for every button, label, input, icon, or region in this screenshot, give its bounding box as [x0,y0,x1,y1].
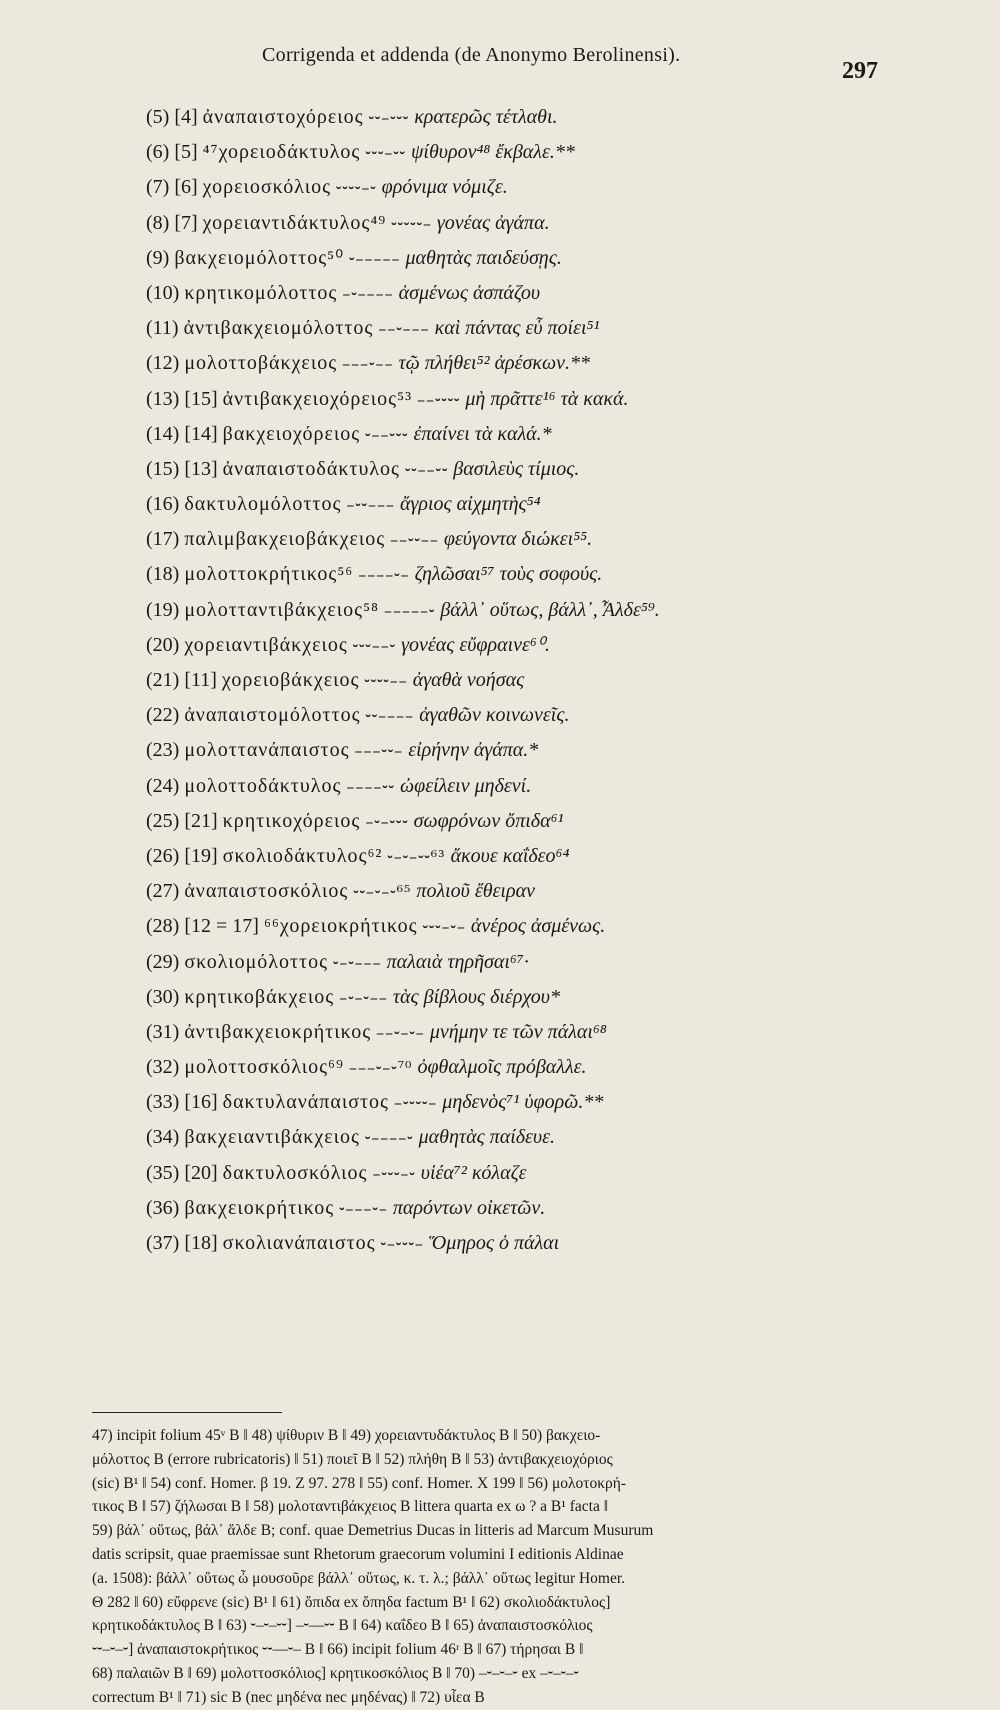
foot-name: χορειαντιδάκτυλος⁴⁹ [202,211,387,234]
entry-number: (29) [146,950,180,973]
footnote-line: 47) incipit folium 45ᵛ B ‖ 48) ψίθυριν B ‖ 49) χορειαντυδάκτυλος B ‖ 50) βακχειο- [92,1427,601,1444]
foot-name: σκολιοδάκτυλος⁶² [222,844,383,867]
footnote-line: κρητικοδάκτυλος B ‖ 63) ⏑–⏑–⏑⏑] –⏑––⏑⏑ B ‖ 64) καΐδεο B ‖ 65) ἀναπαιστοσκόλιος [92,1617,593,1635]
meter-scheme: ⏑⏑⏑–⏑– [422,917,466,937]
foot-name: μολοτταντιβάκχειος⁵⁸ [184,598,380,621]
example-verse: βασιλεὺς τίμιος. [453,457,580,480]
footnote-line: ⏑⏑–⏑–⏑] ἀναπαιστοκρήτικος ⏑⏑––⏑– B ‖ 66) incipit folium 46ʳ B ‖ 67) τήρησαι B ‖ [92,1641,584,1659]
entry-number: (8) [146,211,170,234]
entry-alt-number: [14] [184,422,218,445]
entry-number: (19) [146,598,180,621]
foot-name: σκολιανάπαιστος [222,1232,376,1254]
example-verse: τὰς βίβλους διέρχου* [392,985,560,1008]
meter-entry [146,382,906,417]
meter-scheme: –⏑⏑⏑–⏑ [372,1163,416,1183]
entry-number: (17) [146,528,180,551]
meter-entry [146,804,906,839]
foot-name: δακτυλομόλοττος [184,493,342,516]
meter-scheme: ⏑––––– [349,248,401,268]
entry-number: (34) [146,1126,180,1149]
meter-entry [146,628,906,663]
entry-number: (6) [146,141,170,164]
foot-name: ἀναπαιστοσκόλιος [184,880,349,903]
example-verse: μαθητὰς παίδευε. [418,1126,555,1149]
meter-entry [146,276,906,311]
meter-scheme: ⏑⏑⏑⏑–– [364,671,408,690]
entry-alt-number: [11] [184,669,217,691]
foot-name: ἀναπαιστομόλοττος [184,704,361,727]
entry-number: (30) [146,985,180,1008]
entry-number: (31) [146,1020,180,1043]
example-verse: φεύγοντα διώκει⁵⁵. [443,528,593,551]
meter-scheme: ⏑⏑⏑––⏑ [352,635,397,655]
foot-name: βακχειοκρήτικος [184,1196,335,1219]
footnote-line: τικος B ‖ 57) ζήλωσαι B ‖ 58) μολοταντιβάκχειος B littera quarta ex ω ? a B¹ facta ‖ [92,1498,609,1516]
example-verse: μαθητὰς παιδεύσῃς. [405,246,562,269]
entry-number: (26) [146,844,180,867]
meter-entry [146,698,906,733]
example-verse: κρατερῶς τέτλαθι. [414,106,558,128]
entry-alt-number: [16] [184,1091,218,1114]
meter-entry [146,522,906,557]
entry-number: (5) [146,106,170,128]
meter-scheme: –––⏑–– [342,354,394,374]
entry-number: (9) [146,246,170,269]
footnote-line: μόλοττος B (errore rubricatoris) ‖ 51) ποιεῖ B ‖ 52) πλήθη B ‖ 53) ἀντιβακχειοχόριος [92,1450,613,1468]
meter-entry [146,874,906,909]
foot-name: βακχειοχόρειος [222,422,361,445]
entry-alt-number: [21] [184,809,218,832]
meter-entry [146,311,906,346]
meter-entry [146,1085,906,1120]
running-title: Corrigenda et addenda (de Anonymo Berolinensi). [262,44,681,66]
example-verse: μὴ πρᾶττε¹⁶ τὰ κακά. [465,387,629,410]
footnote-line: 68) παλαιῶν B ‖ 69) μολοττοσκόλιος] κρητικοσκόλιος B ‖ 70) –⏑–⏑–⏑ ex –⏑–⏑–⏑ [92,1664,579,1682]
footnote-line: (a. 1508): βάλλ᾿ οὕτως ὦ μουσοῦρε βάλλ᾿ οὕτως, κ. τ. λ.; βάλλ᾿ οὕτως legitur Homer. [92,1569,626,1587]
example-verse: γονέας ἀγάπα. [436,211,550,234]
meter-entry [146,1226,906,1261]
meter-scheme: ––––⏑⏑ [346,776,396,796]
entry-number: (37) [146,1232,180,1254]
entry-alt-number: [19] [184,844,218,867]
footnote-line: 59) βάλ᾿ οὕτως, βάλ᾿ ἄλδε B; conf. quae Demetrius Ducas in litteris ad Marcum Musurum [92,1522,654,1540]
meter-entry [146,100,906,135]
entry-number: (7) [146,176,170,199]
example-verse: τῷ πλήθει⁵² ἀρέσκων.** [398,352,591,375]
foot-name: σκολιομόλοττος [184,950,328,973]
meter-entry-list [146,100,906,1261]
meter-scheme: ––⏑⏑⏑⏑ [417,389,461,409]
foot-name: βακχειαντιβάκχειος [184,1126,360,1149]
foot-name: μολοττανάπαιστος [184,739,350,762]
foot-name: παλιμβακχειοβάκχειος [184,528,386,551]
example-verse: ἀνέρος ἀσμένως. [470,915,606,938]
example-verse: ψίθυρον⁴⁸ ἔκβαλε.** [410,141,575,164]
entry-number: (11) [146,317,179,340]
entry-alt-number: [12 = 17] [184,915,259,938]
example-verse: Ὅμηρος ὁ πάλαι [428,1232,560,1254]
meter-scheme: ⏑⏑–⏑⏑⏑ [368,108,410,127]
foot-name: μολοττοδάκτυλος [184,774,342,797]
meter-scheme: –⏑–⏑⏑⏑ [365,811,409,831]
foot-name: δακτυλοσκόλιος [222,1161,368,1184]
entry-number: (18) [146,563,180,586]
footnote-line: datis scripsit, quae praemissae sunt Rhetorum graecorum volumini I editionis Aldinae [92,1545,624,1563]
example-verse: πολιοῦ ἔθειραν [416,880,535,903]
meter-entry [146,487,906,522]
entry-alt-number: [13] [184,457,218,480]
entry-number: (16) [146,493,180,516]
meter-entry [146,593,906,628]
entry-alt-number: [15] [184,387,218,410]
meter-scheme: –––––⏑ [384,600,436,620]
example-verse: βάλλ᾿ οὕτως, βάλλ᾿, Ἆλδε⁵⁹. [440,598,660,621]
foot-name: μολοττοβάκχειος [184,352,338,375]
entry-number: (36) [146,1196,180,1219]
entry-number: (35) [146,1161,180,1184]
page-header [0,36,1000,86]
meter-entry [146,170,906,205]
entry-number: (32) [146,1056,180,1079]
footnotes [92,1424,892,1710]
entry-number: (20) [146,633,180,656]
meter-entry [146,557,906,592]
entry-number: (23) [146,739,180,762]
meter-entry [146,839,906,874]
entry-alt-number: [7] [174,211,198,234]
example-verse: ἐπαίνει τὰ καλά.* [413,422,552,445]
entry-number: (33) [146,1091,180,1114]
foot-name: χορειαντιβάκχειος [184,633,348,656]
meter-entry [146,1015,906,1050]
meter-entry [146,1050,906,1085]
meter-scheme: ⏑⏑⏑–⏑⏑ [365,143,406,163]
entry-number: (25) [146,809,180,832]
footnote-rule [92,1412,282,1413]
meter-scheme: ⏑⏑⏑⏑⏑– [391,213,432,233]
meter-entry [146,1156,906,1191]
foot-name: ἀναπαιστοχόρειος [202,106,364,128]
foot-name: βακχειομόλοττος⁵⁰ [174,246,345,269]
meter-scheme: ⏑⏑⏑⏑–⏑ [336,178,377,198]
foot-name: ⁴⁷χορειοδάκτυλος [202,141,361,164]
meter-scheme: ⏑–––⏑– [339,1198,388,1218]
entry-number: (15) [146,457,180,480]
entry-number: (10) [146,281,180,304]
example-verse: ζηλῶσαι⁵⁷ τοὺς σοφούς. [414,563,603,586]
foot-name: ἀντιβακχειομόλοττος [183,317,374,340]
foot-name: ⁶⁶χορειοκρήτικος [263,915,418,938]
meter-scheme: ⏑⏑–––– [365,706,415,726]
meter-scheme: –⏑⏑⏑⏑– [393,1093,438,1113]
meter-scheme: ⏑–⏑––– [333,952,382,972]
entry-alt-number: [5] [174,141,198,164]
example-verse: καὶ πάντας εὖ ποίει⁵¹ [434,317,600,340]
foot-name: χορειοβάκχειος [221,669,360,691]
meter-scheme: ⏑––––⏑ [364,1128,414,1148]
example-verse: υἱέα⁷² κόλαζε [420,1161,527,1184]
entry-number: (27) [146,880,180,903]
meter-entry [146,417,906,452]
meter-scheme: ⏑⏑–⏑–⏑⁶⁵ [353,882,412,902]
entry-number: (14) [146,422,180,445]
meter-scheme: ⏑––⏑⏑⏑ [365,424,409,444]
example-verse: ἄγριος αἰχμητὴς⁵⁴ [400,493,541,516]
example-verse: εἰρήνην ἀγάπα.* [408,739,539,762]
footnote-line: (sic) B¹ ‖ 54) conf. Homer. β 19. Z 97. 278 ‖ 55) conf. Homer. X 199 ‖ 56) μολοτοκρή- [92,1474,627,1492]
example-verse: μνήμην τε τῶν πάλαι⁶⁸ [429,1020,607,1043]
page-number: 297 [842,58,878,84]
meter-scheme: –⏑⏑––– [346,495,396,515]
meter-scheme: ––⏑⏑–– [390,530,439,550]
meter-entry [146,346,906,381]
foot-name: ἀναπαιστοδάκτυλος [222,457,400,480]
meter-entry [146,1120,906,1155]
meter-scheme: ⏑⏑––⏑⏑ [404,459,449,479]
foot-name: κρητικοχόρειος [222,809,361,832]
foot-name: μολοττοκρήτικος⁵⁶ [184,563,354,586]
foot-name: κρητικομόλοττος [184,281,338,304]
foot-name: ἀντιβακχειοχόρειος⁵³ [222,387,413,410]
meter-scheme: –⏑–⏑–– [339,987,388,1007]
meter-scheme: ⏑–⏑⏑⏑– [380,1234,424,1253]
footnote-line: correctum B¹ ‖ 71) sic B (nec μηδένα nec μηδένας) ‖ 72) υἷεα B [92,1688,485,1706]
example-verse: ἄκουε καΐδεο⁶⁴ [450,844,570,867]
example-verse: φρόνιμα νόμιζε. [381,176,508,199]
example-verse: παλαιὰ τηρῆσαι⁶⁷· [386,950,529,973]
meter-scheme: ⏑–⏑–⏑⏑⁶³ [387,846,446,866]
example-verse: ἀσμένως ἀσπάζου [398,281,541,304]
foot-name: κρητικοβάκχειος [184,985,335,1008]
example-verse: παρόντων οἰκετῶν. [392,1196,546,1219]
foot-name: μολοττοσκόλιος⁶⁹ [184,1056,344,1079]
entry-alt-number: [20] [184,1161,218,1184]
foot-name: χορειοσκόλιος [202,176,332,199]
example-verse: γονέας εὔφραινε⁶⁰. [401,633,550,656]
example-verse: μηδενὸς⁷¹ ὑφορῶ.** [442,1091,604,1114]
entry-number: (22) [146,704,180,727]
entry-alt-number: [4] [174,106,198,128]
example-verse: ὠφείλειν μηδενί. [400,774,532,797]
meter-entry [146,769,906,804]
entry-alt-number: [18] [184,1232,218,1254]
meter-entry [146,1191,906,1226]
meter-entry [146,135,906,170]
meter-entry [146,206,906,241]
example-verse: σωφρόνων ὄπιδα⁶¹ [413,809,564,832]
entry-number: (12) [146,352,180,375]
entry-alt-number: [6] [174,176,198,199]
entry-number: (24) [146,774,180,797]
meter-entry [146,663,906,698]
meter-scheme: –––⏑–⏑⁷⁰ [348,1058,413,1078]
example-verse: ὀφθαλμοῖς πρόβαλλε. [417,1056,587,1079]
meter-entry [146,241,906,276]
meter-scheme: ––⏑––– [378,319,430,339]
meter-scheme: ––––⏑– [358,565,410,585]
example-verse: ἀγαθῶν κοινωνεῖς. [419,704,570,727]
meter-scheme: ––⏑–⏑– [376,1022,425,1042]
meter-entry [146,980,906,1015]
meter-entry [146,909,906,944]
footnote-line: Θ 282 ‖ 60) εὔφρενε (sic) B¹ ‖ 61) ὄπιδα ex ὄπηδα factum B¹ ‖ 62) σκολιοδάκτυλος] [92,1593,611,1611]
entry-number: (28) [146,915,180,938]
entry-number: (21) [146,669,180,691]
meter-entry [146,733,906,768]
foot-name: δακτυλανάπαιστος [222,1091,389,1114]
example-verse: ἀγαθὰ νοήσας [412,669,525,691]
meter-entry [146,452,906,487]
entry-number: (13) [146,387,180,410]
foot-name: ἀντιβακχειοκρήτικος [184,1020,372,1043]
meter-scheme: –⏑–––– [342,283,394,303]
meter-entry [146,945,906,980]
meter-scheme: –––⏑⏑– [354,741,404,761]
